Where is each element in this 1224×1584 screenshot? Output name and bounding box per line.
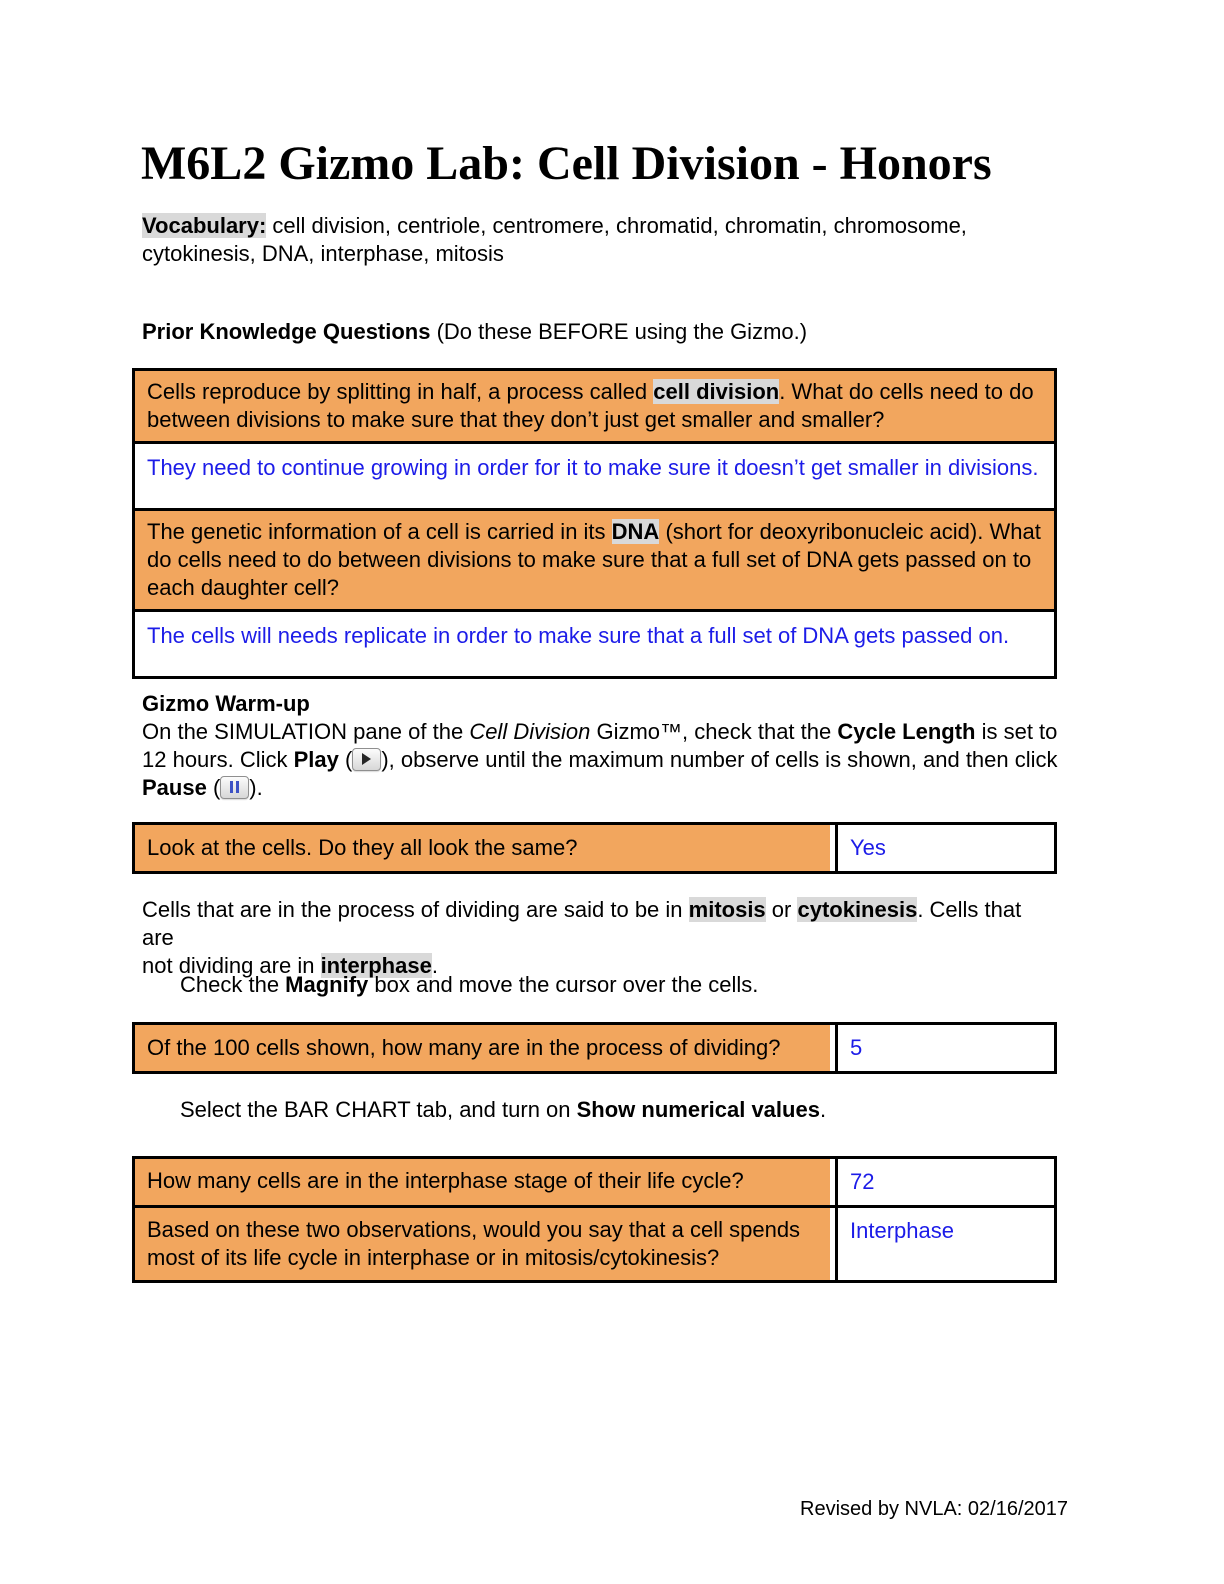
text-run: ). [249,775,263,800]
answer-cell-look-same[interactable]: Yes [837,824,1056,873]
interphase-table [132,1156,1057,1283]
play-icon [352,748,381,771]
answer-cell-dividing-count[interactable]: 5 [837,1024,1056,1073]
prior-knowledge-table [132,368,1057,679]
answer-cell-cell-division[interactable]: They need to continue growing in order for it to make sure it doesn’t get smaller in divisions. [134,443,1056,510]
text-run: . [819,1097,827,1122]
vocab-term: cytokinesis [797,897,918,922]
text-run: ( [338,747,353,772]
warmup-paragraph [142,718,1058,802]
question-cell-cell-division [134,370,1056,443]
text-run: is set to [975,719,1058,744]
dividing-count-table [132,1022,1057,1074]
pause-icon [220,776,249,799]
barchart-step [180,1096,1060,1124]
question-cell-conclusion: Based on these two observations, would you say that a cell spends most of its life cycle in interphase or in mitosis/cytokinesis? [134,1207,837,1282]
vocab-term: DNA [611,519,660,544]
footer-revision-note: Revised by NVLA: 02/16/2017 [800,1498,1068,1520]
vocabulary-paragraph [142,212,1058,268]
warmup-heading: Gizmo Warm-up [142,691,310,716]
text-run: . What do cells need to do between divisions to make sure that they don’t just get smaller and smaller? [147,379,1034,432]
text-run: box and move the cursor over the cells. [368,972,759,997]
text-run: The genetic information of a cell is carried in its [147,519,612,544]
cycle-length-label: Cycle Length [837,719,976,744]
text-run: cell division, centriole, centromere, chromatid, chromatin, chromosome, [266,213,967,238]
prior-knowledge-heading [142,318,1058,346]
text-run: . Cells that are [142,897,1022,950]
answer-cell-conclusion[interactable]: Interphase [837,1207,1056,1282]
vocab-term: mitosis [688,897,766,922]
text-run: Cells reproduce by splitting in half, a process called [147,379,654,404]
text-run: ( [206,775,221,800]
gizmo-name: Cell Division [469,719,591,744]
question-cell-dividing-count: Of the 100 cells shown, how many are in the process of dividing? [134,1024,837,1073]
text-run: Cells that are in the process of dividing are said to be in [142,897,689,922]
pause-bar [230,781,233,793]
text-run: Select the BAR CHART tab, and turn on [180,1097,577,1122]
answer-cell-dna[interactable]: The cells will needs replicate in order to make sure that a full set of DNA gets passed on. [134,611,1056,678]
text-run: not dividing are in [142,953,321,978]
pause-bar [236,781,239,793]
text-run: Check the [180,972,286,997]
magnify-step [180,971,1060,999]
mitosis-paragraph [142,896,1058,980]
play-triangle [362,753,371,765]
answer-cell-interphase-count[interactable]: 72 [837,1158,1056,1207]
text-run: cytokinesis, DNA, interphase, mitosis [142,241,504,266]
vocabulary-label: Vocabulary: [142,213,267,238]
text-run: ), observe until the maximum number of cells is shown, and then click [381,747,1058,772]
text-run: Gizmo™, check that the [590,719,838,744]
pause-label: Pause [142,775,207,800]
text-run: . [431,953,438,978]
text-run: On the SIMULATION pane of the [142,719,470,744]
vocab-term: interphase [320,953,432,978]
question-cell-dna [134,510,1056,611]
text-run: or [765,897,798,922]
text-run: 12 hours. Click [142,747,294,772]
look-same-table [132,822,1057,874]
text-run: (short for deoxyribonucleic acid). What do cells need to do between divisions to make sure that a full set of DNA gets passed on to each daughter cell? [147,519,1041,600]
play-label: Play [293,747,339,772]
magnify-label: Magnify [285,972,369,997]
show-values-label: Show numerical values [576,1097,820,1122]
text-run: (Do these BEFORE using the Gizmo.) [430,319,808,344]
question-cell-look-same: Look at the cells. Do they all look the same? [134,824,837,873]
heading-bold: Prior Knowledge Questions [142,319,431,344]
question-cell-interphase-count: How many cells are in the interphase stage of their life cycle? [134,1158,837,1207]
page-title: M6L2 Gizmo Lab: Cell Division - Honors [141,137,992,190]
vocab-term: cell division [653,379,780,404]
